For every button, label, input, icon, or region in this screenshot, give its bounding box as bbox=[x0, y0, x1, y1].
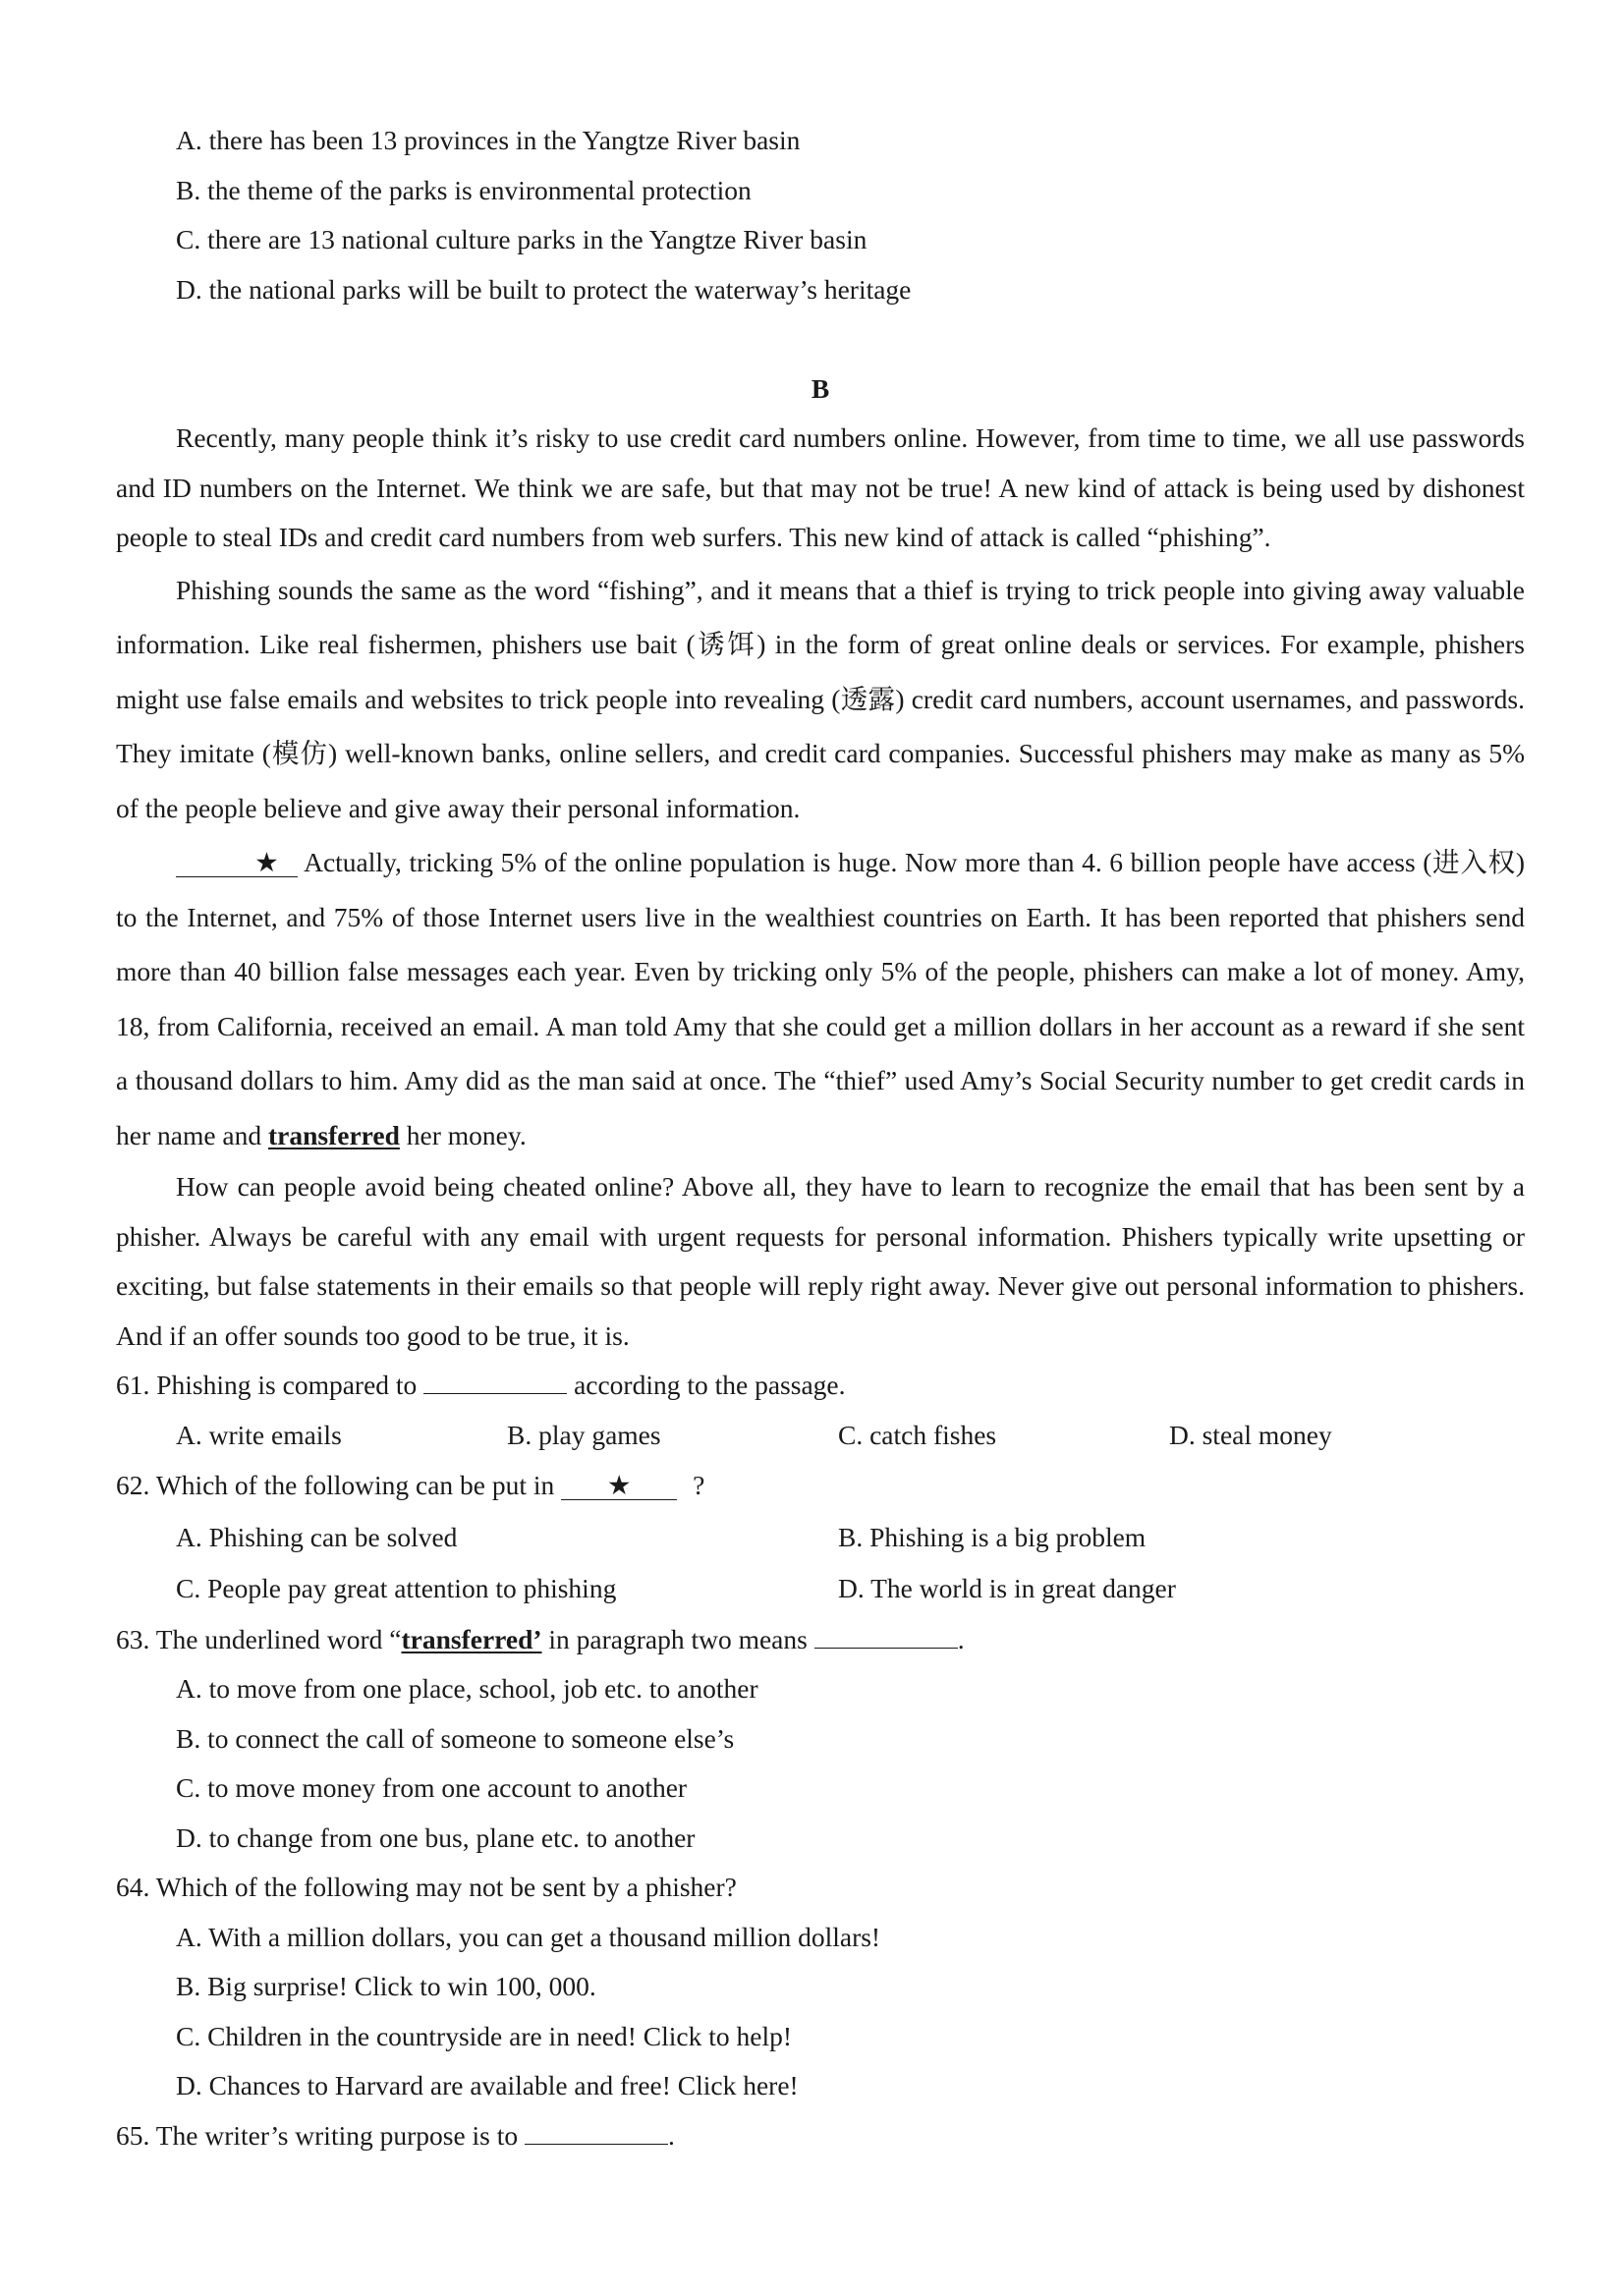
underlined-word: transferred’ bbox=[401, 1623, 542, 1654]
question-stem: 64. Which of the following may not be sent by a phisher? bbox=[116, 1872, 737, 1902]
answer-blank bbox=[525, 2122, 668, 2145]
option-c: C. Children in the countryside are in need! Click to help! bbox=[176, 2020, 792, 2051]
star-blank: ★ bbox=[561, 1472, 677, 1500]
question-options bbox=[116, 1512, 1525, 1564]
question-stem: 63. The underlined word “transferred’ in paragraph two means . bbox=[116, 1623, 965, 1654]
option-a: A. With a million dollars, you can get a thousand million dollars! bbox=[176, 1921, 881, 1952]
question-stem: 65. The writer’s writing purpose is to . bbox=[116, 2119, 675, 2151]
option-a: A. Phishing can be solved bbox=[176, 1521, 458, 1552]
previous-question-options bbox=[116, 116, 1525, 314]
paragraph-2: Phishing sounds the same as the word “fishing”, and it means that a thief is trying to trick people into giving away valuable information. Like real fishermen, phishers use bait (诱饵) in the form of great online deals or services. For example, phishers might use false emails and websites to trick people into revealing (透露) credit card numbers, account usernames, and passwords. They imitate (模仿) well-known banks, online sellers, and credit card companies. Successful phishers may make as many as 5% of the people believe and give away their personal information. bbox=[116, 574, 1525, 823]
paragraph-3-end: her money. bbox=[399, 1119, 527, 1150]
question-61 bbox=[116, 1361, 1525, 1460]
question-stem: 62. Which of the following can be put in ★ ? bbox=[116, 1470, 705, 1500]
option-c: C. there are 13 national culture parks in the Yangtze River basin bbox=[176, 224, 867, 254]
answer-blank bbox=[423, 1372, 567, 1394]
question-64 bbox=[116, 1863, 1525, 2111]
option-d: D. the national parks will be built to protect the waterway’s heritage bbox=[176, 273, 912, 305]
paragraph-3 bbox=[116, 835, 1525, 1162]
option-b: B. to connect the call of someone to someone else’s bbox=[176, 1722, 735, 1754]
option-b: B. the theme of the parks is environmental protection bbox=[176, 174, 752, 205]
section-title: B bbox=[811, 372, 830, 404]
option-a: A. write emails bbox=[176, 1419, 342, 1450]
option-d: D. to change from one bus, plane etc. to another bbox=[176, 1821, 696, 1853]
option-c: C. People pay great attention to phishing bbox=[176, 1573, 617, 1603]
exam-page bbox=[116, 116, 1525, 2160]
option-d: D. The world is in great danger bbox=[838, 1573, 1176, 1603]
option-a: A. there has been 13 provinces in the Yangtze River basin bbox=[176, 125, 801, 155]
question-63 bbox=[116, 1615, 1525, 1864]
question-options bbox=[116, 1411, 1525, 1461]
paragraph-1: Recently, many people think it’s risky to use credit card numbers online. However, from time to time, we all use passwords and ID numbers on the Internet. We think we are safe, but that may not be true! A new kind of attack is being used by dishonest people to steal IDs and credit card numbers from web surfers. This new kind of attack is called “phishing”. bbox=[116, 422, 1525, 552]
underlined-word: transferred bbox=[268, 1119, 400, 1150]
question-stem: 61. Phishing is compared to according to the passage. bbox=[116, 1370, 846, 1400]
answer-blank bbox=[814, 1626, 958, 1649]
option-c: C. catch fishes bbox=[838, 1419, 997, 1450]
question-62 bbox=[116, 1460, 1525, 1615]
paragraph-3-text: Actually, tricking 5% of the online population is huge. Now more than 4. 6 billion people have access (进入权) to the Internet, and 75% of those Internet users live in the wealthiest countries on Earth. It has been reported that phishers send more than 40 billion false messages each year. Even by tricking only 5% of the people, phishers can make a lot of money. Amy, 18, from California, received an email. A man told Amy that she could get a million dollars in her account as a reward if she sent a thousand dollars to him. Amy did as the man said at once. The “thief” used Amy’s Social Security number to get credit cards in her name and bbox=[116, 847, 1525, 1150]
spacer bbox=[116, 314, 1525, 364]
star-blank: ★ bbox=[176, 849, 298, 877]
option-a: A. to move from one place, school, job etc. to another bbox=[176, 1673, 758, 1704]
option-c: C. to move money from one account to another bbox=[176, 1772, 688, 1803]
option-d: D. Chances to Harvard are available and free! Click here! bbox=[176, 2070, 799, 2100]
paragraph-4: How can people avoid being cheated online? Above all, they have to learn to recognize the email that has been sent by a phisher. Always be careful with any email with urgent requests for personal information. Phishers typically write upsetting or exciting, but false statements in their emails so that people will reply right away. Never give out personal information to phishers. And if an offer sounds too good to be true, it is. bbox=[116, 1171, 1525, 1351]
option-b: B. Big surprise! Click to win 100, 000. bbox=[176, 1971, 596, 2001]
option-d: D. steal money bbox=[1169, 1419, 1332, 1450]
question-65 bbox=[116, 2111, 1525, 2161]
question-options bbox=[116, 1563, 1525, 1615]
option-b: B. play games bbox=[507, 1419, 661, 1450]
option-b: B. Phishing is a big problem bbox=[838, 1521, 1147, 1552]
